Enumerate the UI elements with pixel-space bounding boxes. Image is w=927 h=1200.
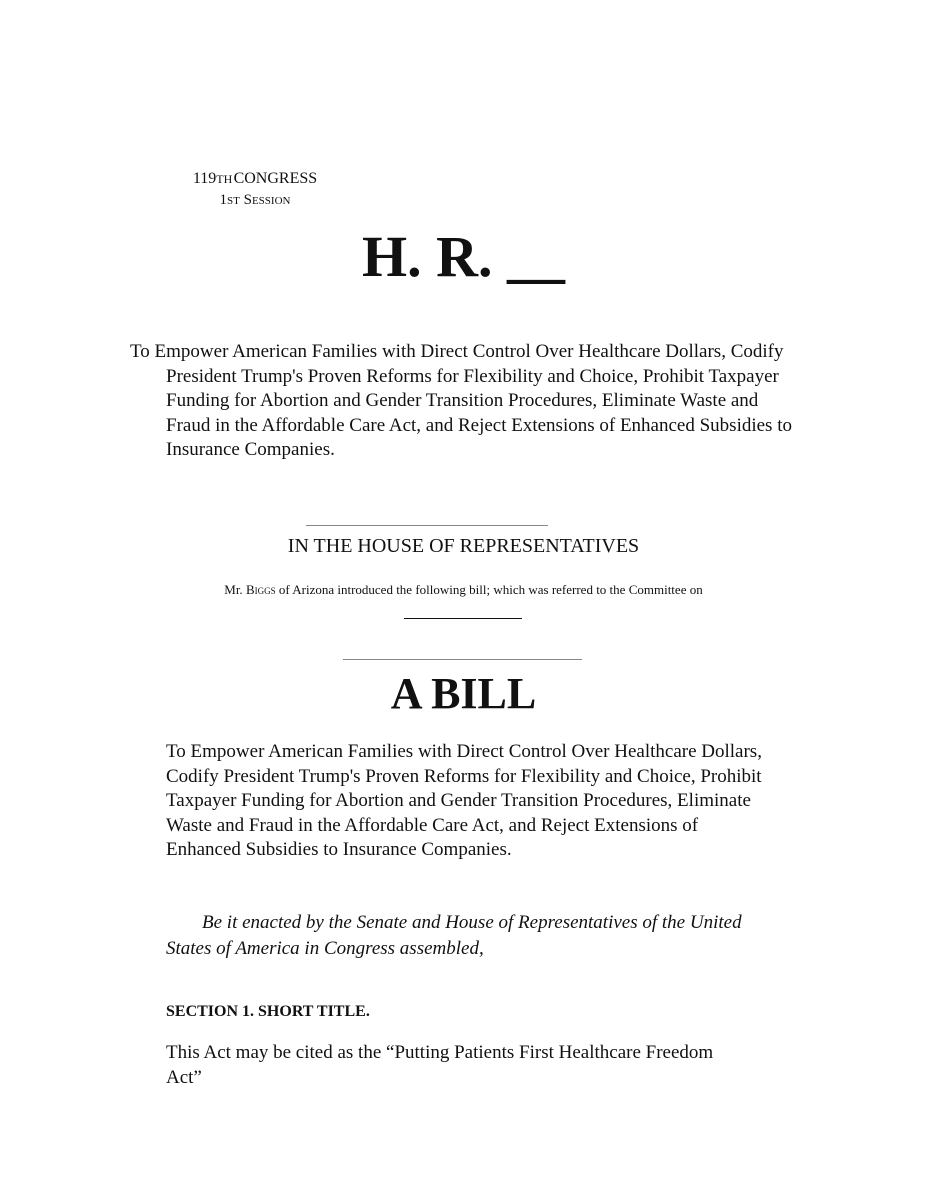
sponsor-title: Mr.: [224, 582, 243, 597]
section-1-body: This Act may be cited as the “Putting Patients First Healthcare Freedom Act”: [166, 1042, 714, 1088]
introduction-text: of Arizona introduced the following bill; which was referred to the Committee on: [278, 582, 703, 597]
session-line: [172, 190, 338, 212]
session-number: 1: [219, 192, 228, 208]
divider-rule-top: [306, 525, 548, 526]
section-1-heading: SECTION 1. SHORT TITLE.: [166, 1003, 370, 1020]
committee-blank-line: [404, 618, 522, 619]
house-heading: IN THE HOUSE OF REPRESENTATIVES: [287, 535, 640, 557]
purpose-short: To Empower American Families with Direct Control Over Healthcare Dollars, Codify President Trump's Proven Reforms for Flexibility and Choice, Prohibit Taxpayer Funding for Abortion and Gender Transition Procedures, Eliminate Waste and Fraud in the Affordable Care Act, and Reject Extensions of Enhanced Subsidies to Insurance Companies.: [130, 341, 792, 461]
enacting-clause: Be it enacted by the Senate and House of Representatives of the United States of America in Congress assembled,: [166, 912, 742, 959]
congress-word: CONGRESS: [233, 170, 318, 187]
congress-suffix: TH: [216, 172, 233, 186]
bill-number: H. R. __: [362, 224, 565, 289]
introduction-line: [0, 580, 927, 600]
sponsor-name: Biggs: [245, 582, 276, 597]
divider-rule-bottom: [343, 659, 582, 660]
session-word: Session: [243, 192, 291, 208]
purpose-long: To Empower American Families with Direct Control Over Healthcare Dollars, Codify President Trump's Proven Reforms for Flexibility and Choice, Prohibit Taxpayer Funding for Abortion and Gender Transition Procedures, Eliminate Waste and Fraud in the Affordable Care Act, and Reject Extensions of Enhanced Subsidies to Insurance Companies.: [166, 741, 762, 861]
bill-heading: A BILL: [390, 669, 537, 718]
congress-session-header: [172, 168, 338, 212]
congress-line: [172, 168, 338, 190]
congress-number: 119: [192, 170, 217, 187]
session-suffix: ST: [227, 195, 240, 207]
